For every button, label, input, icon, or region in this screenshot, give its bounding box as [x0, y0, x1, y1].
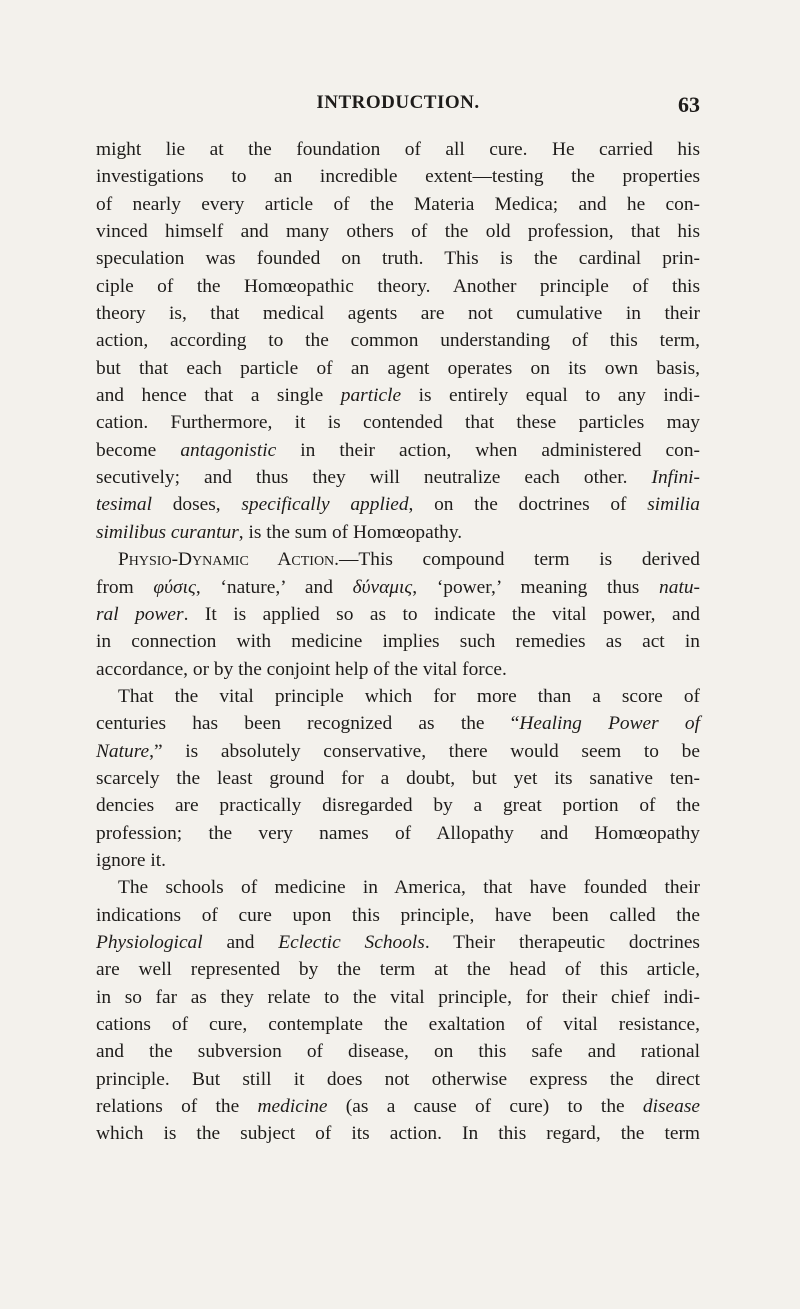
italic-term: Physiological: [96, 931, 203, 953]
text-line: and the subversion of disease, on this safe and rational: [96, 1041, 700, 1063]
text-line: which is the subject of its action. In this regard, the term: [96, 1123, 700, 1145]
text-line: in so far as they relate to the vital principle, for their chief indi-: [96, 986, 700, 1008]
text-line: are well represented by the term at the head of this article,: [96, 959, 700, 981]
italic-term: Eclectic Schools: [278, 931, 425, 953]
text-line: action, according to the common understanding of this term,: [96, 330, 700, 352]
text-line: secutively; and thus they will neutralize each other. Infini-: [96, 467, 700, 489]
text-line: principle. But still it does not otherwise express the direct: [96, 1068, 700, 1090]
text-line: similibus curantur, is the sum of Homœopathy.: [96, 521, 463, 543]
text-line: vinced himself and many others of the old profession, that his: [96, 221, 700, 243]
text-line: investigations to an incredible extent—testing the properties: [96, 166, 700, 188]
text-line: become antagonistic in their action, when administered con-: [96, 439, 701, 461]
text-line: cations of cure, contemplate the exaltation of vital resistance,: [96, 1014, 700, 1035]
text-line: in connection with medicine implies such remedies as act in: [96, 631, 700, 653]
italic-term: particle: [340, 385, 402, 407]
page-header: [96, 92, 700, 122]
italic-term: antagonistic: [180, 439, 277, 461]
text-line: The schools of medicine in America, that have founded their: [118, 877, 700, 899]
italic-term: ral power: [96, 603, 184, 625]
greek-term: φύσις: [153, 576, 196, 598]
text-line: theory is, that medical agents are not cumulative in their: [96, 303, 700, 325]
body-text: [96, 136, 700, 1148]
italic-term: disease: [642, 1096, 701, 1118]
text-line: centuries has been recognized as the “Healing Power of: [96, 713, 701, 735]
text-line: That the vital principle which for more than a score of: [118, 685, 700, 707]
text-line: Nature,” is absolutely conservative, there would seem to be: [96, 740, 700, 762]
text-line: cation. Furthermore, it is contended that these particles may: [96, 412, 700, 434]
text-line: might lie at the foundation of all cure. He carried his: [96, 139, 700, 160]
text-line: speculation was founded on truth. This is the cardinal prin-: [96, 248, 700, 270]
italic-term: specifically applied: [241, 494, 409, 516]
italic-term: medicine: [257, 1096, 328, 1118]
running-title: INTRODUCTION.: [316, 92, 480, 113]
text-line: tesimal doses, specifically applied, on the doctrines of similia: [96, 494, 700, 516]
text-line: indications of cure upon this principle, have been called the: [96, 904, 700, 926]
italic-term: Healing Power of: [519, 713, 701, 735]
text-line: ciple of the Homœopathic theory. Another principle of this: [96, 275, 700, 297]
text-line: profession; the very names of Allopathy and Homœopathy: [96, 822, 700, 844]
text-line: from φύσις, ‘nature,’ and δύναμις, ‘power,’ meaning thus natu-: [96, 576, 700, 598]
text-line: Physiological and Eclectic Schools. Their therapeutic doctrines: [96, 931, 700, 953]
page-number: 63: [678, 92, 700, 117]
text-line: ral power. It is applied so as to indicate the vital power, and: [96, 603, 700, 625]
italic-term: Nature: [96, 740, 150, 762]
italic-term: tesimal: [96, 494, 153, 516]
italic-term: similibus curantur: [96, 521, 239, 543]
greek-term: δύναμις: [352, 576, 413, 598]
text-line: of nearly every article of the Materia Medica; and he con-: [96, 193, 700, 215]
text-line: and hence that a single particle is entirely equal to any indi-: [96, 385, 700, 407]
section-heading-line: Physio-Dynamic Action.—This compound term is derived: [118, 549, 700, 571]
text-line: scarcely the least ground for a doubt, but yet its sanative ten-: [96, 767, 700, 789]
text-line: but that each particle of an agent operates on its own basis,: [96, 357, 700, 379]
text-line: dencies are practically disregarded by a great portion of the: [96, 795, 700, 817]
text-line: ignore it.: [96, 849, 167, 871]
text-line: relations of the medicine (as a cause of cure) to the disease: [96, 1096, 701, 1118]
text-line: accordance, or by the conjoint help of the vital force.: [96, 658, 507, 680]
italic-term: similia: [647, 494, 700, 516]
section-heading: Physio-Dynamic Action.: [118, 549, 340, 571]
italic-term: Infini-: [651, 467, 700, 489]
italic-term: natu-: [659, 576, 700, 598]
